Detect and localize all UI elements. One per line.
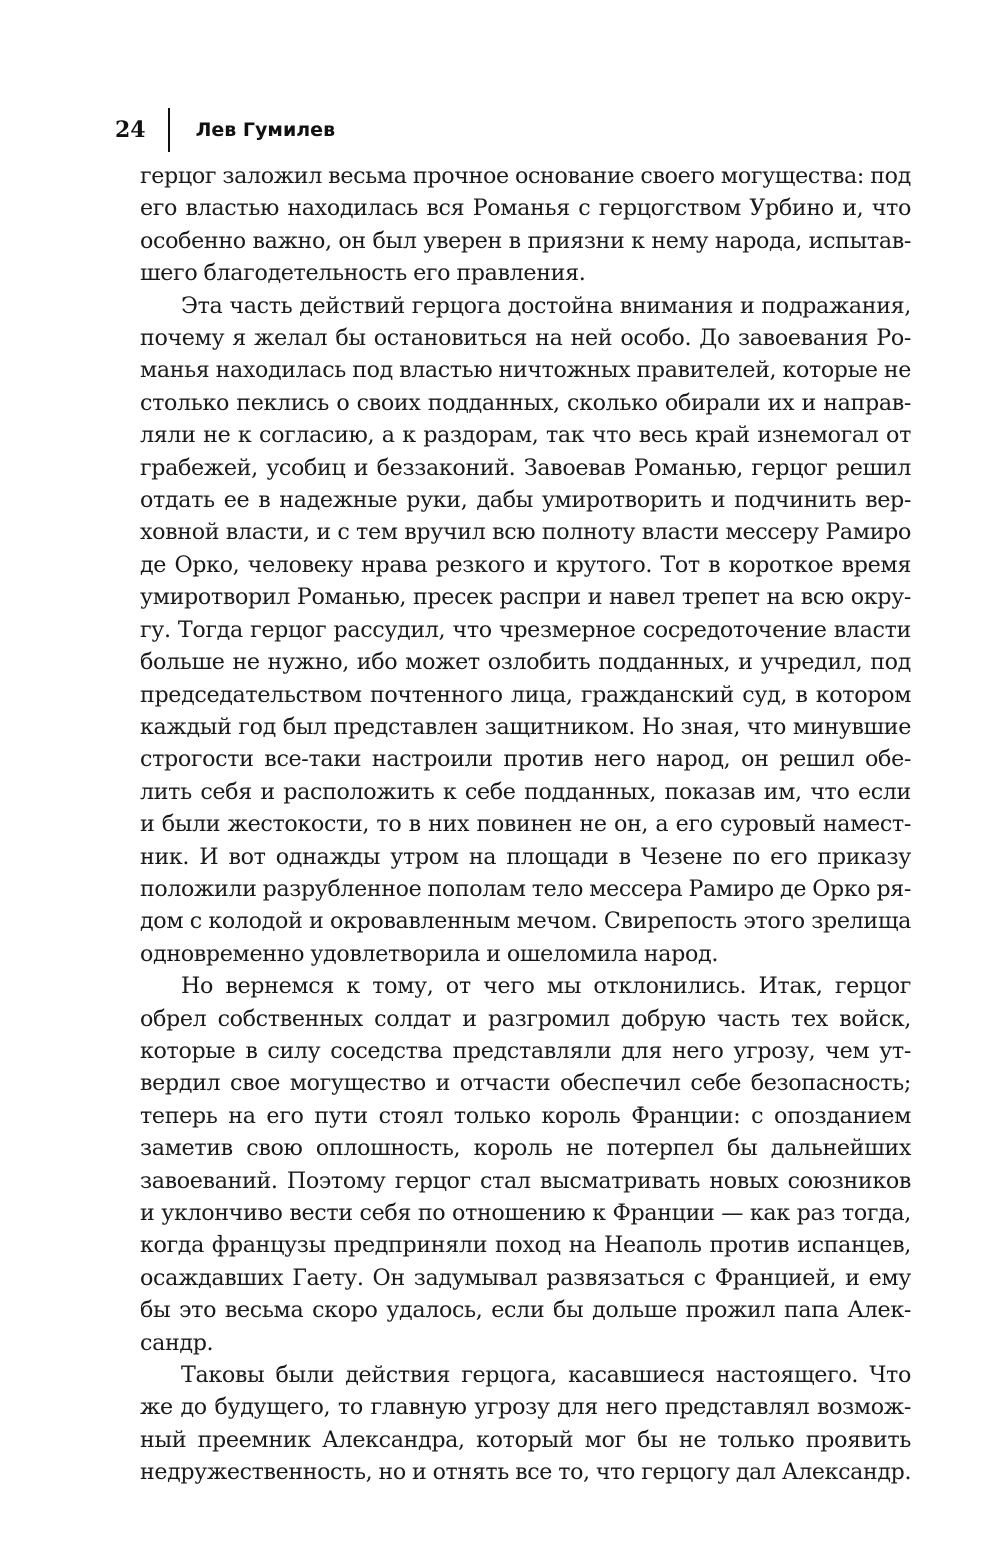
text-line: завоеваний. Поэтому герцог стал высматривать новых союзников (140, 1167, 911, 1194)
text-line: председательством почтенного лица, гражданский суд, в котором (140, 681, 911, 708)
text-line: строгости все-таки настроили против него народ, он решил обе- (140, 746, 911, 773)
text-line: ховной власти, и с тем вручил всю полноту власти мессеру Рамиро (140, 519, 911, 546)
text-line: Эта часть действий герцога достойна внимания и подражания, (181, 292, 911, 319)
running-head-author: Лев Гумилев (195, 119, 336, 141)
text-line: ный преемник Александра, который мог бы не только проявить (140, 1426, 911, 1453)
text-line: и были жестокости, то в них повинен не он, а его суровый намест- (140, 811, 911, 838)
text-line: дом с колодой и окровавленным мечом. Свирепость этого зрелища (140, 908, 911, 935)
text-line: его властью находилась вся Романья с герцогством Урбино и, что (140, 195, 911, 222)
text-line: каждый год был представлен защитником. Но зная, что минувшие (140, 713, 911, 740)
text-line: и уклончиво вести себя по отношению к Франции — как раз тогда, (140, 1200, 911, 1226)
text-line: бы это весьма скоро удалось, если бы дольше прожил папа Алек- (140, 1297, 911, 1324)
text-line: обрел собственных солдат и разгромил добрую часть тех войск, (140, 1005, 911, 1032)
paragraph (140, 290, 911, 971)
text-line: сандр. (140, 1329, 214, 1356)
text-line: теперь на его пути стоял только король Франции: с опозданием (140, 1102, 911, 1129)
text-line: одновременно удовлетворила и ошеломила народ. (140, 940, 719, 967)
text-line: столько пеклись о своих подданных, сколько обирали их и направ- (140, 389, 911, 416)
text-line: Но вернемся к тому, от чего мы отклонились. Итак, герцог (181, 973, 911, 1000)
text-line: грабежей, усобиц и беззаконий. Завоевав Романью, герцог решил (140, 454, 911, 481)
text-line: Таковы были действия герцога, касавшиеся настоящего. Что (181, 1362, 911, 1389)
text-line: же до будущего, то главную угрозу для него представлял возмож- (140, 1394, 911, 1421)
text-line: шего благодетельность его правления. (140, 260, 586, 287)
text-line: де Орко, человеку нрава резкого и крутого. Тот в короткое время (140, 551, 911, 578)
text-line: гу. Тогда герцог рассудил, что чрезмерное сосредоточение власти (140, 616, 911, 643)
paragraph (140, 1359, 911, 1489)
text-line: умиротворил Романью, пресек распри и навел трепет на всю окру- (140, 584, 911, 611)
text-line: положили разрубленное пополам тело мессера Рамиро де Орко ря- (140, 875, 911, 902)
text-line: герцог заложил весьма прочное основание своего могущества: под (140, 163, 911, 189)
text-line: отдать ее в надежные руки, дабы умиротворить и подчинить вер- (140, 487, 911, 514)
page-number: 24 (115, 117, 146, 143)
text-line: заметив свою оплошность, король не потерпел бы дальнейших (140, 1135, 911, 1162)
text-line: манья находилась под властью ничтожных правителей, которые не (140, 357, 911, 384)
text-line: недружественность, но и отнять все то, что герцогу дал Александр. (140, 1459, 912, 1486)
text-line: вердил свое могущество и отчасти обеспечил себе безопасность; (140, 1070, 911, 1097)
text-line: ник. И вот однажды утром на площади в Чезене по его приказу (140, 843, 911, 870)
text-line: лить себя и расположить к себе подданных, показав им, что если (140, 778, 911, 805)
text-line: осаждавших Гаету. Он задумывал развязаться с Францией, и ему (140, 1264, 911, 1291)
text-line: почему я желал бы остановиться на ней особо. До завоевания Ро- (140, 325, 911, 352)
body-text (140, 160, 911, 1489)
text-line: больше не нужно, ибо может озлобить подданных, и учредил, под (140, 649, 911, 676)
running-head (115, 108, 335, 152)
text-line: особенно важно, он был уверен в приязни к нему народа, испытав- (140, 227, 911, 254)
header-divider (168, 108, 170, 152)
paragraph (140, 970, 911, 1359)
text-line: ляли не к согласию, а к раздорам, так что весь край изнемогал от (140, 422, 911, 449)
paragraph (140, 160, 911, 290)
text-line: когда французы предприняли поход на Неаполь против испанцев, (140, 1232, 911, 1259)
text-line: которые в силу соседства представляли для него угрозу, чем ут- (140, 1037, 911, 1064)
